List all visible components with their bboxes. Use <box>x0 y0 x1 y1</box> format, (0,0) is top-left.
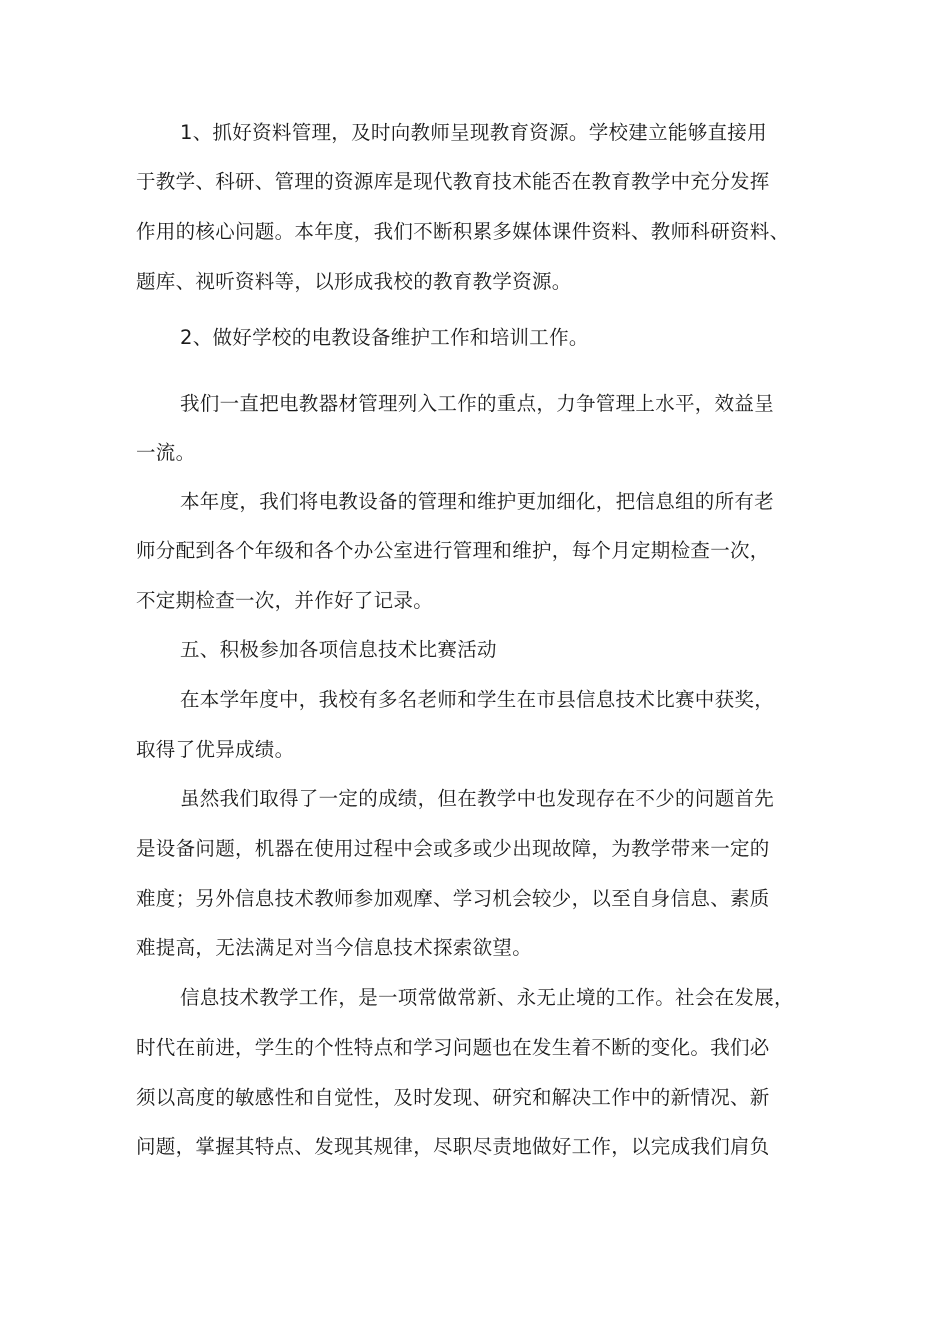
paragraph-6-line-1: 虽然我们取得了一定的成绩，但在教学中也发现存在不少的问题首先 <box>180 787 775 810</box>
paragraph-6-line-2: 是设备问题，机器在使用过程中会或多或少出现故障，为教学带来一定的 <box>136 837 770 860</box>
paragraph-4-line-1: 本年度，我们将电教设备的管理和维护更加细化，把信息组的所有老 <box>180 490 775 513</box>
paragraph-6-line-3: 难度；另外信息技术教师参加观摩、学习机会较少，以至自身信息、素质 <box>136 887 770 910</box>
paragraph-7-line-2: 时代在前进，学生的个性特点和学习问题也在发生着不断的变化。我们必 <box>136 1036 770 1059</box>
paragraph-1-line-4: 题库、视听资料等，以形成我校的教育教学资源。 <box>136 270 572 293</box>
paragraph-7-line-4: 问题，掌握其特点、发现其规律，尽职尽责地做好工作，以完成我们肩负 <box>136 1135 770 1158</box>
paragraph-7-line-3: 须以高度的敏感性和自觉性，及时发现、研究和解决工作中的新情况、新 <box>136 1086 770 1109</box>
paragraph-7-line-1: 信息技术教学工作，是一项常做常新、永无止境的工作。社会在发展， <box>180 986 794 1009</box>
paragraph-5-line-2: 取得了优异成绩。 <box>136 738 295 761</box>
paragraph-6-line-4: 难提高，无法满足对当今信息技术探索欲望。 <box>136 936 533 959</box>
paragraph-3-line-2: 一流。 <box>136 441 196 464</box>
section-heading: 五、积极参加各项信息技术比赛活动 <box>180 638 497 661</box>
paragraph-4-line-3: 不定期检查一次，并作好了记录。 <box>136 589 434 612</box>
paragraph-4-line-2: 师分配到各个年级和各个办公室进行管理和维护，每个月定期检查一次， <box>136 539 770 562</box>
paragraph-3-line-1: 我们一直把电教器材管理列入工作的重点，力争管理上水平，效益呈 <box>180 392 775 415</box>
paragraph-1-line-1: 1、抓好资料管理，及时向教师呈现教育资源。学校建立能够直接用 <box>180 121 767 144</box>
paragraph-2-line-1: 2、做好学校的电教设备维护工作和培训工作。 <box>180 326 589 349</box>
paragraph-1-line-3: 作用的核心问题。本年度，我们不断积累多媒体课件资料、教师科研资料、 <box>136 220 790 243</box>
paragraph-5-line-1: 在本学年度中，我校有多名老师和学生在市县信息技术比赛中获奖， <box>180 688 775 711</box>
paragraph-1-line-2: 于教学、科研、管理的资源库是现代教育技术能否在教育教学中充分发挥 <box>136 170 770 193</box>
